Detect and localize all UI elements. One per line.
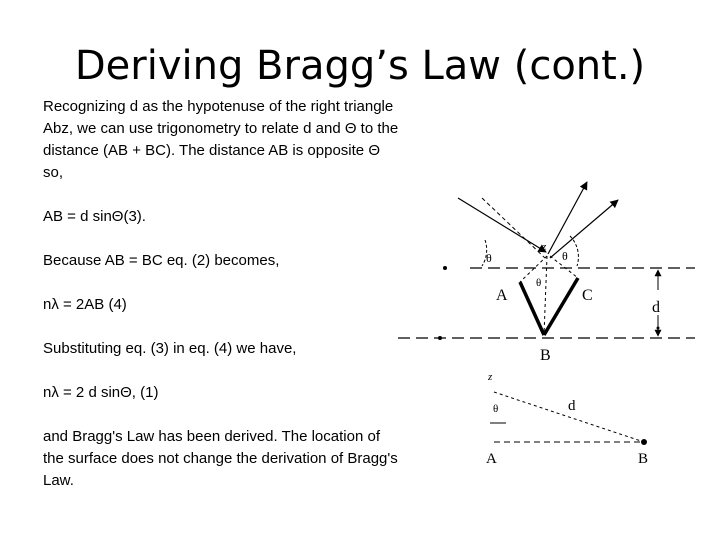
incident-ray (458, 198, 546, 252)
label-b: B (540, 347, 551, 364)
small-label-b: B (638, 451, 649, 467)
paragraph-hypotenuse: Recognizing d as the hypotenuse of the right triangle Abz, we can use trigonometry to relate d and Θ to the distance (AB + BC). The distance AB is opposite Θ so, (43, 98, 399, 181)
small-label-z: z (488, 371, 493, 383)
atom-dot (443, 266, 447, 270)
equation-1: nλ = 2 d sinΘ, (1) (43, 384, 159, 401)
spacing-dot (657, 327, 660, 330)
equation-4: nλ = 2AB (4) (43, 296, 127, 313)
reflected-ray-right (550, 200, 618, 258)
paragraph-substituting: Substituting eq. (3) in eq. (4) we have, (43, 340, 297, 357)
paragraph-conclusion: and Bragg's Law has been derived. The location of the surface does not change the derivation of Bragg's Law. (43, 428, 398, 489)
label-theta-left: θ (486, 251, 492, 265)
small-point-b (641, 439, 647, 445)
equation-3: AB = d sinΘ(3). (43, 208, 146, 225)
label-d-spacing: d (652, 299, 660, 316)
small-label-d: d (568, 398, 576, 414)
body-text (43, 96, 403, 492)
label-z-top: z (542, 241, 547, 253)
line-z-a (520, 256, 547, 282)
atom-dot (438, 336, 442, 340)
bragg-diagram (390, 170, 710, 470)
slide-title: Deriving Bragg’s Law (cont.) (74, 43, 646, 89)
path-a-b (520, 282, 544, 335)
label-c: C (582, 287, 593, 304)
small-label-theta: θ (493, 403, 499, 415)
path-b-c (544, 278, 578, 335)
incident-ray-left (482, 198, 545, 258)
paragraph-because: Because AB = BC eq. (2) becomes, (43, 252, 280, 269)
label-theta-inner: θ (536, 277, 542, 289)
label-a: A (496, 287, 508, 304)
label-theta-right: θ (562, 249, 568, 263)
small-label-a: A (486, 451, 497, 467)
